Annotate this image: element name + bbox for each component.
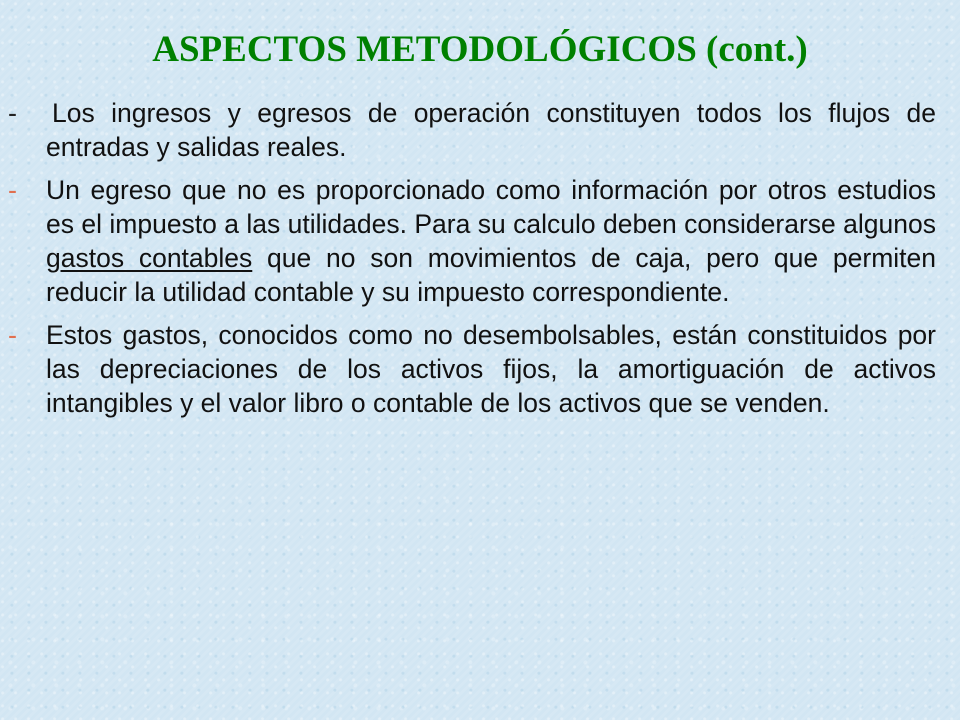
bullet-text: Estos gastos, conocidos como no desembolsables, están constituidos por las depreciaciones de los activos fijos, la amortiguación de activos intangibles y el valor libro o contable de los activos que se venden. (46, 320, 936, 418)
underlined-term: gastos contables (46, 243, 253, 273)
bullet-list (0, 96, 960, 429)
bullet-text: Los ingresos y egresos de operación constituyen todos los flujos de entradas y salidas reales. (46, 98, 936, 162)
slide-title: ASPECTOS METODOLÓGICOS (cont.) (152, 29, 808, 70)
bullet-marker: - (8, 98, 17, 128)
bullet-marker: - (8, 175, 17, 205)
bullet-text-part: Un egreso que no es proporcionado como información por otros estudios es el impuesto a las utilidades. Para su calculo deben considerarse algunos (46, 175, 936, 239)
bullet-marker: - (8, 320, 17, 350)
bullet-item-1 (0, 96, 960, 164)
bullet-text-part: que no son movimientos de caja, pero que permiten reducir la utilidad contable y su impuesto correspondiente. (46, 243, 936, 307)
bullet-text (46, 173, 936, 309)
bullet-item-3 (0, 318, 960, 420)
bullet-item-2 (0, 173, 960, 309)
